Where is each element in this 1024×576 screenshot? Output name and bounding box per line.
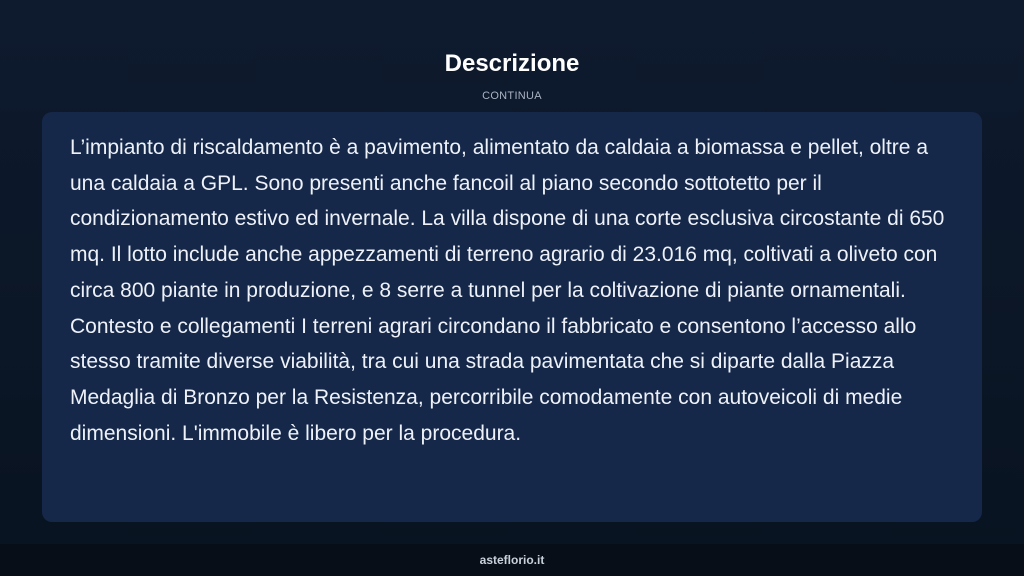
description-card	[42, 112, 982, 522]
footer-brand: asteflorio.it	[479, 553, 545, 567]
description-text: L’impianto di riscaldamento è a pavimento, alimentato da caldaia a biomassa e pellet, oltre a una caldaia a GPL. Sono presenti anche fancoil al piano secondo sottotetto per il condizionamento estivo ed invernale. La villa dispone di una corte esclusiva circostante di 650 mq. Il lotto include anche appezzamenti di terreno agrario di 23.016 mq, coltivati a oliveto con circa 800 piante in produzione, e 8 serre a tunnel per la coltivazione di piante ornamentali. Contesto e collegamenti I terreni agrari circondano il fabbricato e consentono l’accesso allo stesso tramite diverse viabilità, tra cui una strada pavimentata che si diparte dalla Piazza Medaglia di Bronzo per la Resistenza, percorribile comodamente con autoveicoli di medie dimensioni. L'immobile è libero per la procedura.	[70, 136, 945, 445]
footer-bar	[0, 544, 1024, 576]
page-subtitle: CONTINUA	[482, 90, 542, 102]
page-title: Descrizione	[444, 50, 580, 77]
